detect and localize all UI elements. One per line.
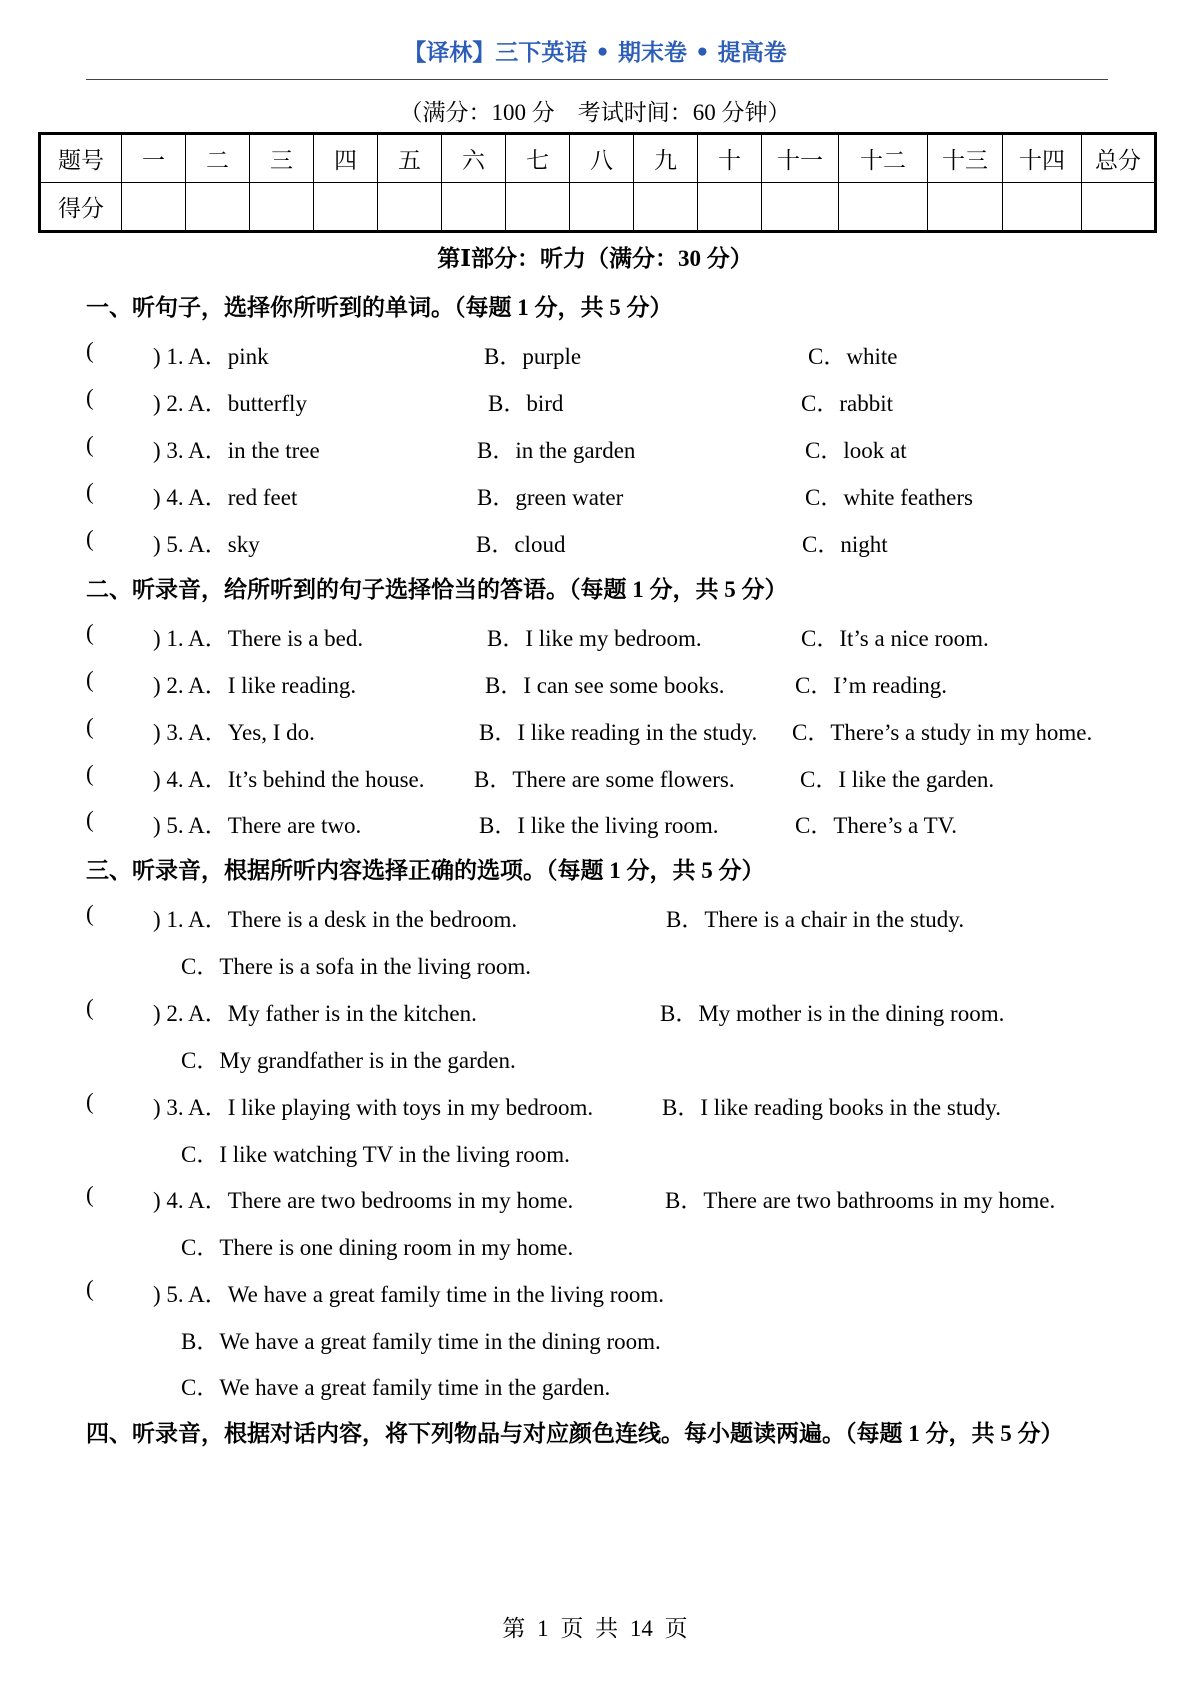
score-cell: 一: [122, 134, 186, 183]
exam-info: （满分：100 分 考试时间：60 分钟）: [399, 100, 791, 125]
option-a: ) 1. A．pink: [153, 344, 269, 369]
answer-bracket[interactable]: (: [86, 995, 94, 1020]
part-title: 第Ⅰ部分：听力（满分：30 分）: [437, 246, 753, 271]
answer-bracket[interactable]: (: [86, 714, 94, 739]
option-a: ) 5. A．We have a great family time in the living room.: [153, 1282, 665, 1307]
option-b: B．I like my bedroom.: [487, 626, 702, 651]
footer-word: 页: [560, 1616, 584, 1641]
score-input-cell[interactable]: [698, 183, 762, 232]
footer-word: 第: [502, 1616, 526, 1641]
answer-bracket[interactable]: (: [86, 620, 94, 645]
option-b: B．There is a chair in the study.: [666, 907, 965, 932]
score-cell: 九: [634, 134, 698, 183]
option-b: B．I like reading in the study.: [479, 720, 758, 745]
footer-word: 共: [595, 1616, 619, 1641]
option-b: B．My mother is in the dining room.: [660, 1001, 1005, 1026]
page-footer: [0, 1610, 1190, 1643]
option-c: C．There is a sofa in the living room.: [181, 954, 532, 979]
option-c: C．My grandfather is in the garden.: [181, 1048, 516, 1073]
score-input-cell[interactable]: [570, 183, 634, 232]
option-a: ) 3. A．I like playing with toys in my bedroom.: [153, 1095, 594, 1120]
score-table-score-row: [40, 183, 1156, 232]
option-c: C．I’m reading.: [795, 673, 948, 698]
option-c: C．I like watching TV in the living room.: [181, 1142, 570, 1167]
option-b: B．purple: [484, 344, 582, 369]
option-a: ) 5. A．sky: [153, 532, 260, 557]
option-b: B．green water: [477, 485, 624, 510]
option-c: C．There’s a study in my home.: [792, 720, 1093, 745]
answer-bracket[interactable]: (: [86, 1089, 94, 1114]
answer-bracket[interactable]: (: [86, 385, 94, 410]
option-a: ) 3. A．Yes, I do.: [153, 720, 315, 745]
option-b: B．We have a great family time in the dining room.: [181, 1329, 661, 1354]
score-input-cell[interactable]: [250, 183, 314, 232]
score-cell: 七: [506, 134, 570, 183]
score-cell: 十: [698, 134, 762, 183]
option-a: ) 4. A．It’s behind the house.: [153, 767, 425, 792]
option-b: B．cloud: [476, 532, 566, 557]
score-cell: 八: [570, 134, 634, 183]
score-cell: 三: [250, 134, 314, 183]
option-c: C．I like the garden.: [800, 767, 995, 792]
answer-bracket[interactable]: (: [86, 338, 94, 363]
score-table: [38, 132, 1157, 233]
answer-bracket[interactable]: (: [86, 667, 94, 692]
section-3-heading: 三、听录音，根据所听内容选择正确的选项。（每题 1 分，共 5 分）: [86, 858, 765, 883]
option-a: ) 2. A．My father is in the kitchen.: [153, 1001, 477, 1026]
option-b: B．I can see some books.: [485, 673, 725, 698]
answer-bracket[interactable]: (: [86, 1182, 94, 1207]
score-cell: 十三: [928, 134, 1003, 183]
score-input-cell[interactable]: [634, 183, 698, 232]
total-pages: 14: [629, 1616, 653, 1641]
score-cell: 五: [378, 134, 442, 183]
option-b: B．I like reading books in the study.: [662, 1095, 1001, 1120]
score-input-cell[interactable]: [442, 183, 506, 232]
option-a: ) 1. A．There is a desk in the bedroom.: [153, 907, 518, 932]
score-cell: 二: [186, 134, 250, 183]
score-input-cell[interactable]: [186, 183, 250, 232]
score-input-cell[interactable]: [122, 183, 186, 232]
score-input-cell[interactable]: [839, 183, 928, 232]
answer-bracket[interactable]: (: [86, 807, 94, 832]
score-input-cell[interactable]: [506, 183, 570, 232]
footer-word: 页: [664, 1616, 688, 1641]
score-input-cell[interactable]: [378, 183, 442, 232]
option-c: C．There’s a TV.: [795, 813, 958, 838]
score-cell: 六: [442, 134, 506, 183]
option-b: B．There are two bathrooms in my home.: [665, 1188, 1056, 1213]
option-b: B．There are some flowers.: [474, 767, 735, 792]
answer-bracket[interactable]: (: [86, 526, 94, 551]
score-cell: 题号: [40, 134, 122, 183]
option-b: B．in the garden: [477, 438, 636, 463]
answer-bracket[interactable]: (: [86, 479, 94, 504]
answer-bracket[interactable]: (: [86, 432, 94, 457]
answer-bracket[interactable]: (: [86, 761, 94, 786]
option-c: C．white feathers: [805, 485, 973, 510]
option-c: C．We have a great family time in the garden.: [181, 1375, 611, 1400]
score-input-cell[interactable]: [762, 183, 839, 232]
option-a: ) 5. A．There are two.: [153, 813, 362, 838]
option-a: ) 2. A．butterfly: [153, 391, 307, 416]
section-4-heading: 四、听录音，根据对话内容，将下列物品与对应颜色连线。每小题读两遍。（每题 1 分，共 5 分）: [86, 1421, 1064, 1446]
section-1-heading: 一、听句子，选择你所听到的单词。（每题 1 分，共 5 分）: [86, 295, 673, 320]
answer-bracket[interactable]: (: [86, 1276, 94, 1301]
score-input-cell[interactable]: [314, 183, 378, 232]
option-a: ) 3. A．in the tree: [153, 438, 320, 463]
score-input-cell[interactable]: [1082, 183, 1156, 232]
option-b: B．I like the living room.: [479, 813, 719, 838]
answer-bracket[interactable]: (: [86, 901, 94, 926]
score-cell: 十一: [762, 134, 839, 183]
option-a: ) 4. A．There are two bedrooms in my home.: [153, 1188, 574, 1213]
option-c: C．There is one dining room in my home.: [181, 1235, 574, 1260]
score-table-header-row: [40, 134, 1156, 183]
option-c: C．white: [808, 344, 898, 369]
score-cell: 十二: [839, 134, 928, 183]
option-b: B．bird: [488, 391, 564, 416]
current-page-number: 1: [537, 1616, 549, 1641]
score-label-cell: 得分: [40, 183, 122, 232]
document-title: 【译林】三下英语 • 期末卷 • 提高卷: [403, 40, 787, 66]
score-cell: 十四: [1003, 134, 1082, 183]
option-c: C．It’s a nice room.: [801, 626, 989, 651]
score-cell: 四: [314, 134, 378, 183]
option-a: ) 1. A．There is a bed.: [153, 626, 364, 651]
option-c: C．look at: [805, 438, 907, 463]
score-input-cell[interactable]: [928, 183, 1003, 232]
score-input-cell[interactable]: [1003, 183, 1082, 232]
option-c: C．rabbit: [801, 391, 893, 416]
option-c: C．night: [802, 532, 888, 557]
option-a: ) 2. A．I like reading.: [153, 673, 357, 698]
section-2-heading: 二、听录音，给所听到的句子选择恰当的答语。（每题 1 分，共 5 分）: [86, 577, 788, 602]
score-cell: 总分: [1082, 134, 1156, 183]
header-divider: [86, 79, 1108, 80]
option-a: ) 4. A．red feet: [153, 485, 298, 510]
